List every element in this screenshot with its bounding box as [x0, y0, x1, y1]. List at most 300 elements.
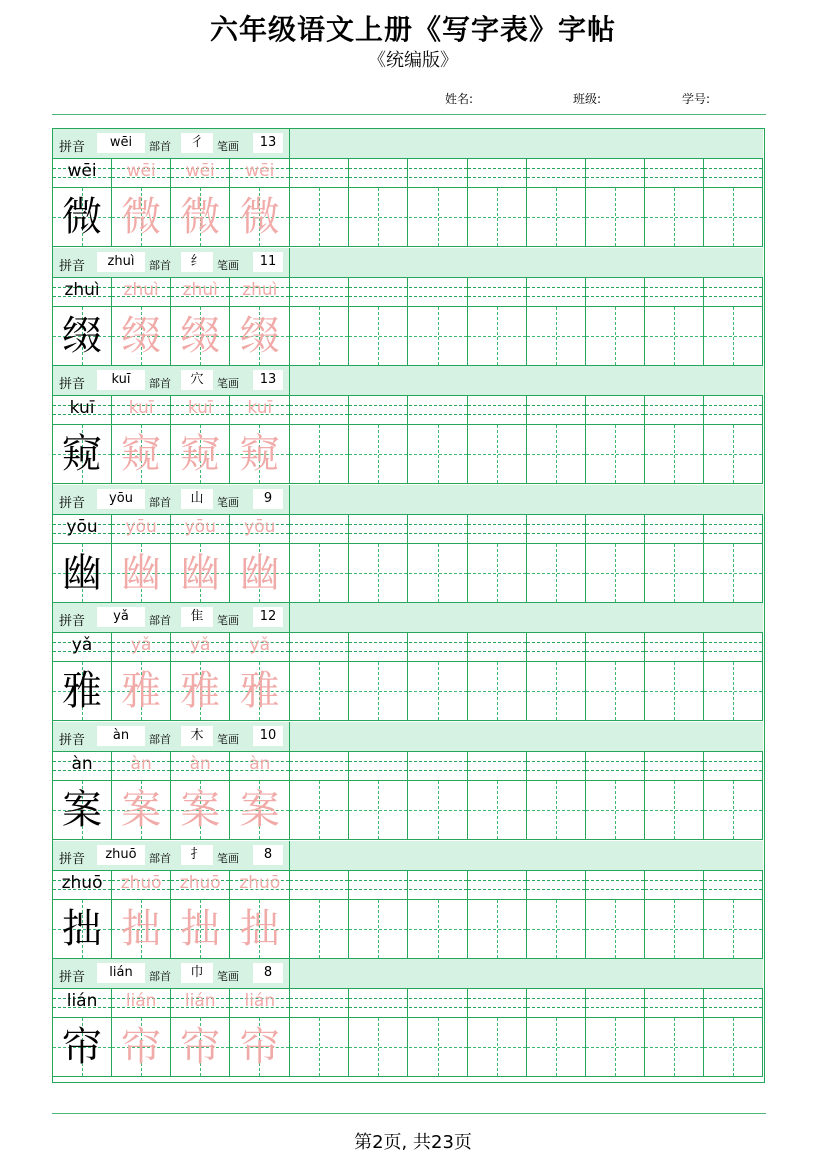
character-practice-row	[53, 662, 763, 721]
character-cell	[171, 1018, 230, 1076]
character-cell	[586, 1018, 645, 1076]
character-cell	[704, 544, 763, 602]
character-cell	[349, 900, 408, 958]
character-cell	[349, 781, 408, 839]
stroke-label: 笔画	[217, 140, 239, 153]
footer-divider	[52, 1113, 766, 1114]
character-cell	[112, 1018, 171, 1076]
character-cell	[645, 188, 704, 246]
stroke-count-value: 9	[253, 489, 283, 509]
character-block	[53, 841, 763, 959]
character-trace: 幽	[121, 549, 162, 596]
character-cell	[527, 1018, 586, 1076]
pinyin-cell	[171, 752, 230, 780]
pinyin-cell	[349, 278, 408, 306]
character-cell	[409, 781, 468, 839]
character-trace: 帘	[180, 1024, 221, 1071]
pinyin-label: 拼音	[59, 851, 86, 867]
pinyin-value: yǎ	[97, 607, 145, 627]
character-cell	[586, 544, 645, 602]
page-number: 第2页, 共23页	[354, 1132, 472, 1153]
pinyin-cell	[171, 278, 230, 306]
pinyin-cell	[349, 396, 408, 424]
character-cell	[171, 900, 230, 958]
character-cell	[409, 544, 468, 602]
character-info-row	[53, 485, 763, 515]
character-practice-row	[53, 544, 763, 603]
pinyin-cell	[349, 515, 408, 543]
character-cell	[527, 900, 586, 958]
pinyin-cell	[349, 752, 408, 780]
character-cell	[468, 544, 527, 602]
pinyin-value: zhuì	[97, 252, 145, 272]
character-trace: 雅	[239, 668, 280, 715]
character-practice-row	[53, 188, 763, 247]
character-block	[53, 248, 763, 366]
character-trace: 帘	[121, 1024, 162, 1071]
character-cell	[349, 662, 408, 720]
character-trace: 雅	[180, 668, 221, 715]
pinyin-cell	[645, 752, 704, 780]
pinyin-cell	[704, 159, 763, 187]
character-trace: 案	[180, 787, 221, 833]
character-model: 微	[62, 194, 103, 240]
character-cell	[230, 307, 290, 365]
pinyin-trace: wēi	[185, 161, 215, 181]
character-cell	[53, 662, 112, 720]
stroke-order-sequence	[293, 962, 753, 986]
pinyin-trace: wēi	[245, 161, 275, 181]
character-cell	[645, 307, 704, 365]
pinyin-trace: yǎ	[189, 635, 211, 656]
info-divider	[289, 841, 290, 871]
practice-sheet	[52, 128, 765, 1083]
pinyin-model: wēi	[67, 161, 97, 181]
pinyin-cell	[230, 278, 290, 306]
pinyin-cell	[230, 989, 290, 1017]
character-practice-row	[53, 1018, 763, 1077]
character-cell	[645, 781, 704, 839]
pinyin-cell	[527, 515, 586, 543]
pinyin-trace: zhuì	[123, 279, 159, 300]
pinyin-cell	[704, 871, 763, 899]
radical-value: 扌	[181, 845, 213, 865]
character-trace: 缀	[180, 312, 221, 359]
character-cell	[171, 544, 230, 602]
id-label: 学号:	[682, 92, 711, 106]
stroke-label: 笔画	[217, 614, 239, 628]
character-trace: 拙	[121, 905, 162, 952]
character-block	[53, 959, 763, 1077]
character-cell	[704, 1018, 763, 1076]
pinyin-trace: lián	[184, 991, 216, 1012]
radical-label: 部首	[149, 140, 171, 153]
stroke-count-value: 13	[253, 370, 283, 390]
character-cell	[468, 307, 527, 365]
pinyin-cell	[527, 989, 586, 1017]
pinyin-cell	[171, 989, 230, 1017]
radical-label: 部首	[149, 495, 171, 509]
character-cell	[171, 781, 230, 839]
info-divider	[289, 485, 290, 515]
character-cell	[53, 900, 112, 958]
pinyin-cell	[409, 871, 468, 899]
pinyin-cell	[290, 633, 349, 661]
pinyin-cell	[527, 752, 586, 780]
pinyin-cell	[171, 396, 230, 424]
character-cell	[230, 662, 290, 720]
pinyin-cell	[645, 871, 704, 899]
pinyin-cell	[704, 752, 763, 780]
character-cell	[468, 662, 527, 720]
character-cell	[53, 188, 112, 246]
character-cell	[112, 900, 171, 958]
pinyin-cell	[112, 159, 171, 187]
pinyin-cell	[586, 633, 645, 661]
pinyin-cell	[349, 633, 408, 661]
character-info-row	[53, 959, 763, 989]
character-cell	[53, 544, 112, 602]
character-cell	[645, 900, 704, 958]
character-block	[53, 485, 763, 603]
character-trace: 微	[180, 194, 221, 240]
stroke-count-value: 12	[253, 607, 283, 627]
character-trace: 窥	[121, 431, 162, 478]
pinyin-cell	[53, 752, 112, 780]
character-cell	[704, 900, 763, 958]
character-cell	[586, 425, 645, 483]
pinyin-cell	[230, 633, 290, 661]
pinyin-cell	[230, 871, 290, 899]
info-divider	[289, 366, 290, 396]
character-cell	[527, 307, 586, 365]
pinyin-model: zhuō	[61, 872, 103, 893]
character-trace: 微	[121, 194, 162, 240]
stroke-label: 笔画	[217, 851, 239, 865]
pinyin-cell	[468, 633, 527, 661]
pinyin-trace: wēi	[126, 161, 156, 181]
pinyin-cell	[527, 159, 586, 187]
pinyin-trace: lián	[125, 991, 157, 1012]
pinyin-cell	[112, 989, 171, 1017]
character-info-row	[53, 603, 763, 633]
radical-label: 部首	[149, 377, 171, 391]
pinyin-cell	[527, 278, 586, 306]
stroke-count-value: 10	[253, 726, 283, 746]
character-practice-row	[53, 307, 763, 366]
name-label: 姓名:	[445, 92, 474, 106]
pinyin-cell	[230, 752, 290, 780]
pinyin-model: zhuì	[64, 279, 100, 300]
pinyin-cell	[704, 633, 763, 661]
pinyin-cell	[290, 159, 349, 187]
radical-value: 巾	[181, 963, 213, 983]
pinyin-cell	[53, 871, 112, 899]
character-cell	[409, 188, 468, 246]
pinyin-cell	[527, 396, 586, 424]
character-trace: 幽	[180, 549, 221, 596]
info-divider	[289, 722, 290, 752]
character-trace: 帘	[239, 1024, 280, 1071]
character-cell	[53, 425, 112, 483]
character-cell	[230, 1018, 290, 1076]
character-cell	[645, 544, 704, 602]
character-cell	[468, 1018, 527, 1076]
pinyin-cell	[290, 989, 349, 1017]
pinyin-cell	[645, 396, 704, 424]
character-cell	[409, 307, 468, 365]
pinyin-cell	[112, 278, 171, 306]
pinyin-cell	[409, 159, 468, 187]
pinyin-model: kuī	[69, 398, 95, 419]
character-cell	[704, 307, 763, 365]
character-cell	[171, 188, 230, 246]
character-cell	[586, 662, 645, 720]
pinyin-trace: zhuì	[242, 279, 278, 300]
character-cell	[349, 188, 408, 246]
pinyin-cell	[468, 752, 527, 780]
character-trace: 缀	[239, 312, 280, 359]
character-cell	[290, 425, 349, 483]
character-block	[53, 722, 763, 840]
stroke-count-value: 11	[253, 252, 283, 272]
pinyin-trace: zhuō	[120, 872, 162, 893]
pinyin-cell	[112, 396, 171, 424]
character-cell	[290, 188, 349, 246]
class-label: 班级:	[573, 92, 602, 106]
stroke-order-sequence	[293, 606, 753, 630]
character-cell	[290, 900, 349, 958]
pinyin-cell	[409, 515, 468, 543]
pinyin-cell	[290, 871, 349, 899]
character-cell	[586, 900, 645, 958]
pinyin-trace: zhuì	[182, 279, 218, 300]
info-divider	[289, 603, 290, 633]
character-cell	[112, 188, 171, 246]
pinyin-cell	[112, 871, 171, 899]
pinyin-practice-row	[53, 159, 763, 188]
pinyin-value: zhuō	[97, 845, 145, 865]
pinyin-cell	[349, 871, 408, 899]
radical-label: 部首	[149, 733, 171, 746]
character-cell	[230, 781, 290, 839]
pinyin-cell	[645, 515, 704, 543]
pinyin-practice-row	[53, 989, 763, 1018]
pinyin-value: lián	[97, 963, 145, 983]
pinyin-cell	[645, 159, 704, 187]
character-cell	[112, 307, 171, 365]
character-info-row	[53, 248, 763, 278]
pinyin-practice-row	[53, 871, 763, 900]
pinyin-cell	[409, 752, 468, 780]
pinyin-cell	[586, 396, 645, 424]
stroke-order-sequence	[293, 132, 753, 156]
pinyin-cell	[468, 396, 527, 424]
stroke-label: 笔画	[217, 970, 239, 984]
pinyin-value: kuī	[97, 370, 145, 390]
pinyin-value: yōu	[97, 489, 145, 509]
pinyin-practice-row	[53, 515, 763, 544]
pinyin-trace: zhuō	[239, 872, 281, 893]
pinyin-cell	[468, 871, 527, 899]
character-cell	[290, 544, 349, 602]
character-cell	[349, 425, 408, 483]
pinyin-label: 拼音	[59, 140, 86, 155]
pinyin-cell	[53, 515, 112, 543]
page-title: 六年级语文上册《写字表》字帖	[209, 13, 616, 46]
pinyin-label: 拼音	[59, 258, 86, 274]
character-cell	[112, 662, 171, 720]
character-model: 拙	[62, 905, 103, 952]
pinyin-trace: yǎ	[130, 635, 152, 656]
pinyin-cell	[112, 515, 171, 543]
pinyin-cell	[349, 989, 408, 1017]
info-divider	[289, 959, 290, 989]
pinyin-trace: àn	[189, 754, 211, 774]
stroke-label: 笔画	[217, 495, 239, 509]
character-cell	[230, 425, 290, 483]
stroke-order-sequence	[293, 725, 753, 749]
character-cell	[527, 425, 586, 483]
character-cell	[230, 900, 290, 958]
character-trace: 窥	[239, 431, 280, 478]
radical-label: 部首	[149, 970, 171, 984]
pinyin-cell	[53, 989, 112, 1017]
pinyin-cell	[53, 159, 112, 187]
character-trace: 雅	[121, 668, 162, 715]
pinyin-trace: yōu	[125, 516, 157, 537]
pinyin-cell	[290, 278, 349, 306]
character-trace: 拙	[239, 905, 280, 952]
pinyin-label: 拼音	[59, 614, 86, 630]
header-divider	[52, 114, 766, 115]
radical-value: 纟	[181, 252, 213, 272]
pinyin-cell	[290, 752, 349, 780]
character-cell	[290, 1018, 349, 1076]
stroke-count-value: 13	[253, 133, 283, 153]
character-practice-row	[53, 781, 763, 840]
character-trace: 窥	[180, 431, 221, 478]
pinyin-trace: lián	[244, 991, 276, 1012]
stroke-count-value: 8	[253, 845, 283, 865]
character-cell	[53, 1018, 112, 1076]
character-cell	[586, 307, 645, 365]
character-cell	[468, 781, 527, 839]
stroke-label: 笔画	[217, 377, 239, 391]
pinyin-cell	[468, 159, 527, 187]
pinyin-cell	[230, 515, 290, 543]
pinyin-cell	[527, 871, 586, 899]
character-cell	[645, 1018, 704, 1076]
stroke-order-sequence	[293, 844, 753, 868]
pinyin-cell	[171, 159, 230, 187]
pinyin-model: yōu	[66, 516, 98, 537]
pinyin-cell	[230, 396, 290, 424]
pinyin-cell	[645, 633, 704, 661]
character-block	[53, 366, 763, 484]
character-info-row	[53, 366, 763, 396]
character-model: 窥	[62, 431, 103, 478]
pinyin-practice-row	[53, 752, 763, 781]
radical-label: 部首	[149, 614, 171, 628]
page-subtitle: 《统编版》	[368, 50, 458, 71]
pinyin-trace: kuī	[187, 398, 213, 419]
pinyin-trace: àn	[130, 754, 152, 774]
character-cell	[290, 307, 349, 365]
character-cell	[704, 662, 763, 720]
character-cell	[409, 900, 468, 958]
pinyin-trace: yōu	[244, 516, 276, 537]
character-cell	[53, 307, 112, 365]
character-cell	[171, 425, 230, 483]
character-block	[53, 603, 763, 721]
character-trace: 缀	[121, 312, 162, 359]
pinyin-cell	[112, 752, 171, 780]
radical-label: 部首	[149, 851, 171, 865]
character-cell	[349, 307, 408, 365]
character-info-row	[53, 722, 763, 752]
character-info-row	[53, 129, 763, 159]
pinyin-label: 拼音	[59, 495, 86, 511]
character-practice-row	[53, 425, 763, 484]
pinyin-label: 拼音	[59, 733, 86, 748]
character-cell	[171, 662, 230, 720]
character-model: 幽	[62, 549, 103, 596]
character-cell	[53, 781, 112, 839]
pinyin-cell	[704, 396, 763, 424]
stroke-label: 笔画	[217, 258, 239, 272]
radical-value: 彳	[181, 133, 213, 153]
pinyin-cell	[409, 633, 468, 661]
pinyin-cell	[171, 633, 230, 661]
info-divider	[289, 248, 290, 278]
character-trace: 拙	[180, 905, 221, 952]
character-block	[53, 129, 763, 247]
radical-value: 隹	[181, 607, 213, 627]
pinyin-cell	[704, 515, 763, 543]
stroke-label: 笔画	[217, 733, 239, 746]
character-model: 帘	[62, 1024, 103, 1071]
character-cell	[349, 544, 408, 602]
pinyin-trace: kuī	[128, 398, 154, 419]
character-model: 缀	[62, 312, 103, 359]
character-trace: 微	[239, 194, 280, 240]
pinyin-trace: àn	[249, 754, 271, 774]
radical-value: 木	[181, 726, 213, 746]
pinyin-cell	[409, 278, 468, 306]
character-cell	[527, 662, 586, 720]
student-info	[0, 90, 826, 110]
pinyin-cell	[468, 278, 527, 306]
pinyin-label: 拼音	[59, 377, 86, 393]
pinyin-practice-row	[53, 633, 763, 662]
radical-value: 山	[181, 489, 213, 509]
pinyin-cell	[468, 515, 527, 543]
pinyin-trace: zhuō	[179, 872, 221, 893]
character-model: 雅	[62, 668, 103, 715]
character-cell	[645, 662, 704, 720]
pinyin-cell	[586, 871, 645, 899]
pinyin-cell	[704, 989, 763, 1017]
character-practice-row	[53, 900, 763, 959]
character-trace: 幽	[239, 549, 280, 596]
stroke-order-sequence	[293, 251, 753, 275]
pinyin-cell	[527, 633, 586, 661]
character-cell	[349, 1018, 408, 1076]
pinyin-trace: kuī	[247, 398, 273, 419]
character-cell	[409, 1018, 468, 1076]
pinyin-cell	[112, 633, 171, 661]
